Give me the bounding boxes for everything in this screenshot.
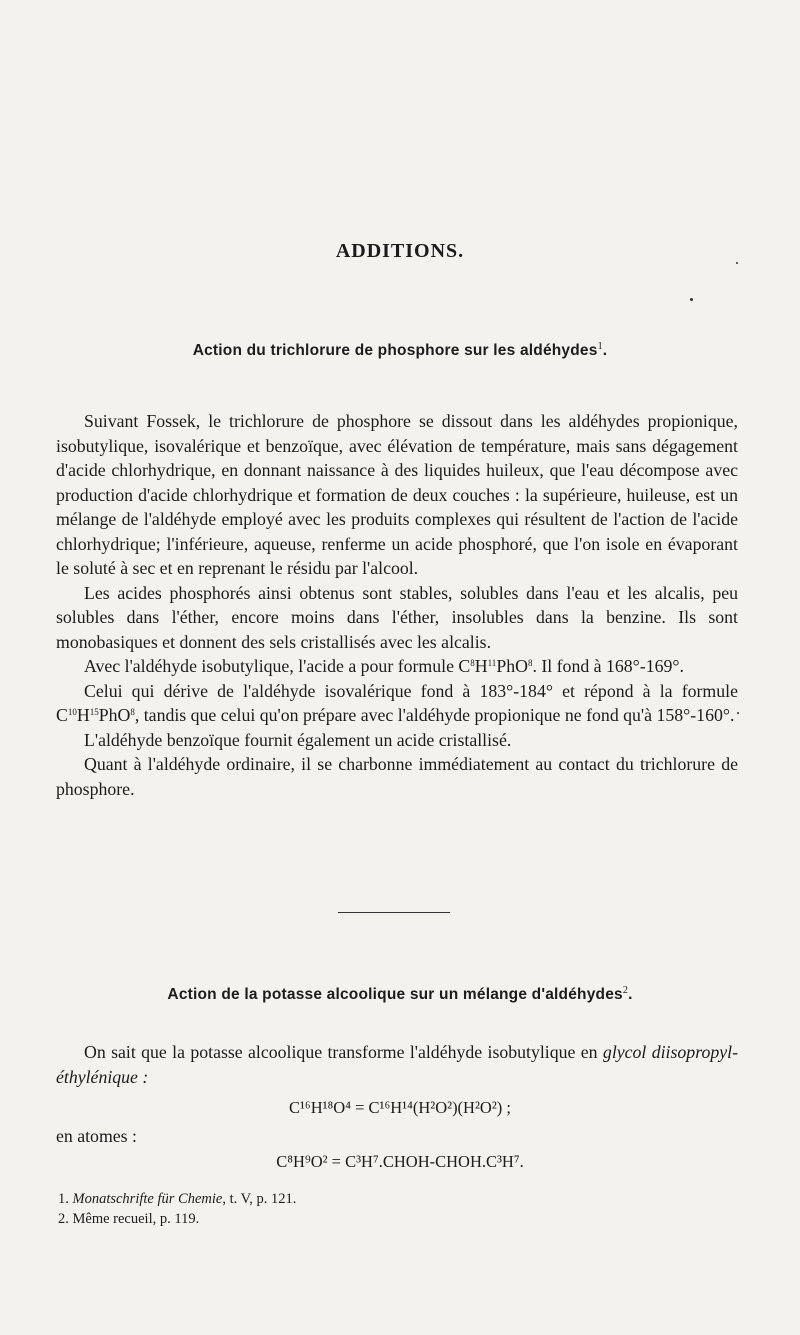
footnote: 1. Monatschrifte für Chemie, t. V, p. 121. bbox=[58, 1191, 297, 1207]
footnote-ref: 2 bbox=[622, 985, 629, 996]
print-speck bbox=[690, 298, 693, 301]
formula-atoms: C⁸H⁹O² = C³H⁷.CHOH-CHOH.C³H⁷. bbox=[276, 1152, 524, 1171]
paragraph: Avec l'aldéhyde isobutylique, l'acide a pour formule $C^8H^{11}PhO^8$. Il fond à 168°-169°. bbox=[84, 656, 684, 676]
section-heading-text: Action de la potasse alcoolique sur un mélange d'aldéhydes bbox=[167, 986, 623, 1004]
print-speck bbox=[737, 712, 739, 714]
section-body-potasse bbox=[56, 1040, 738, 1089]
footnotes bbox=[58, 1189, 296, 1229]
print-speck bbox=[736, 262, 738, 264]
paragraph: Suivant Fossek, le trichlorure de phosphore se dissout dans les aldéhydes propionique, isobutylique, isovalérique et benzoïque, avec élévation de température, mais sans dégagement d'acide chlorhydrique, en donnant naissance à des liquides huileux, que l'eau décompose avec production d'acide chlorhydrique et formation de deux couches : la supérieure, huileuse, est un mélange de l'aldéhyde employé avec les produits complexes qui résultent de l'action de l'acide chlorhydrique; l'inférieure, aqueuse, renferme un acide phosphoré, que l'on isole en évaporant le soluté à sec et en reprenant le résidu par l'alcool. bbox=[56, 411, 738, 578]
paragraph: On sait que la potasse alcoolique transforme l'aldéhyde isobutylique en glycol diisopropyl-éthylénique : bbox=[56, 1042, 738, 1087]
formula-label: en atomes : bbox=[56, 1126, 137, 1146]
paragraph: Celui qui dérive de l'aldéhyde isovalérique fond à 183°-184° et répond à la formule $C^{10}H^{15}PhO^8$, tandis que celui qu'on prépare avec l'aldéhyde propionique ne fond qu'à 158°-160°. bbox=[56, 680, 738, 725]
section-body-trichlorure bbox=[56, 409, 738, 801]
section-heading-potasse: Action de la potasse alcoolique sur un mélange d'aldéhydes$^2$. bbox=[167, 985, 633, 1004]
section-heading-text: Action du trichlorure de phosphore sur les aldéhydes bbox=[192, 342, 598, 360]
paragraph: Quant à l'aldéhyde ordinaire, il se charbonne immédiatement au contact du trichlorure de phosphore. bbox=[56, 754, 738, 799]
section-divider bbox=[338, 912, 450, 913]
paragraph: L'aldéhyde benzoïque fournit également un acide cristallisé. bbox=[84, 729, 512, 750]
paragraph: Les acides phosphorés ainsi obtenus sont stables, solubles dans l'eau et les alcalis, peu solubles dans l'éther, encore moins dans l'éther, insolubles dans la benzine. Ils sont monobasiques et donnent des sels cristallisés avec les alcalis. bbox=[56, 582, 738, 652]
footnote: 2. Même recueil, p. 119. bbox=[58, 1211, 200, 1227]
formula-equivalents: C¹⁶H¹⁸O⁴ = C¹⁶H¹⁴(H²O²)(H²O²) ; bbox=[288, 1098, 511, 1117]
page-title: ADDITIONS. bbox=[335, 240, 465, 262]
section-heading-trichlorure: Action du trichlorure de phosphore sur les aldéhydes$^1$. bbox=[192, 341, 608, 360]
footnote-ref: 1 bbox=[597, 341, 603, 352]
